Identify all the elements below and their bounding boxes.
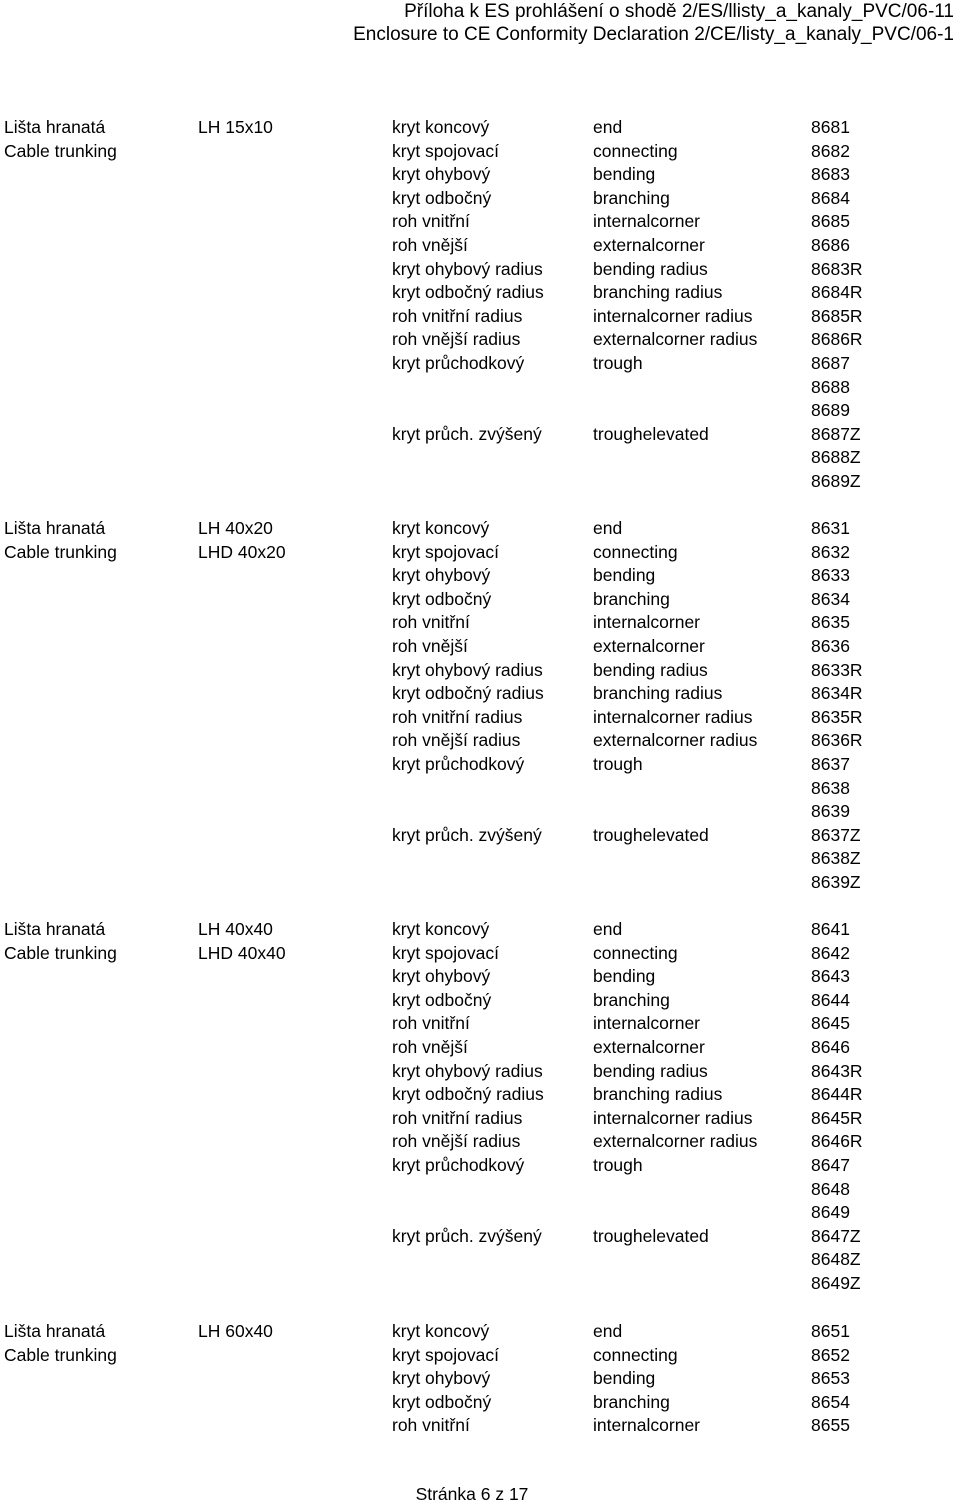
table-row <box>0 328 960 352</box>
part-number-cell: 8689 <box>811 400 850 421</box>
accessory-en-cell: connecting <box>593 140 678 161</box>
accessory-en-cell: bending radius <box>593 659 708 680</box>
accessory-cz-cell: kryt koncový <box>392 117 490 137</box>
accessory-cz-cell: kryt průchodkový <box>392 352 525 373</box>
accessory-en-cell: troughelevated <box>593 423 709 444</box>
table-row <box>0 1367 960 1391</box>
accessory-en-cell: branching <box>593 989 670 1010</box>
part-number-cell: 8683 <box>811 164 850 185</box>
part-number-cell: 8635 <box>811 612 850 633</box>
product-block <box>0 517 960 895</box>
table-row <box>0 965 960 989</box>
product-type-cell: LH 40x20 <box>198 518 273 538</box>
part-number-cell: 8643R <box>811 1060 863 1081</box>
table-row <box>0 1036 960 1060</box>
accessory-cz-cell: kryt odbočný radius <box>392 683 544 704</box>
accessory-en-cell: internalcorner radius <box>593 305 753 326</box>
part-number-cell: 8688Z <box>811 447 861 468</box>
part-number-cell: 8644R <box>811 1084 863 1105</box>
accessory-cz-cell: kryt ohybový <box>392 565 491 586</box>
accessory-cz-cell: roh vnější <box>392 1036 468 1057</box>
part-number-cell: 8652 <box>811 1344 850 1365</box>
accessory-en-cell: bending <box>593 1368 656 1389</box>
product-type-cell: LHD 40x20 <box>198 541 286 562</box>
product-name-cell: Cable trunking <box>4 541 117 562</box>
accessory-cz-cell: kryt ohybový radius <box>392 1060 543 1081</box>
product-name-cell: Cable trunking <box>4 140 117 161</box>
accessory-en-cell: branching <box>593 1391 670 1412</box>
part-number-cell: 8645R <box>811 1107 863 1128</box>
accessory-cz-cell: kryt ohybový <box>392 966 491 987</box>
accessory-cz-cell: kryt ohybový radius <box>392 659 543 680</box>
accessory-en-cell: internalcorner <box>593 1013 700 1034</box>
table-row <box>0 1154 960 1178</box>
table-row <box>0 376 960 400</box>
accessory-en-cell: connecting <box>593 942 678 963</box>
part-number-cell: 8636 <box>811 635 850 656</box>
accessory-cz-cell: roh vnitřní <box>392 211 470 232</box>
part-number-cell: 8647Z <box>811 1225 861 1246</box>
accessory-en-cell: branching <box>593 187 670 208</box>
product-block <box>0 1320 960 1438</box>
table-row <box>0 1248 960 1272</box>
part-number-cell: 8632 <box>811 541 850 562</box>
product-type-cell: LH 60x40 <box>198 1321 273 1341</box>
accessory-cz-cell: kryt průchodkový <box>392 753 525 774</box>
part-number-cell: 8651 <box>811 1321 850 1341</box>
part-number-cell: 8645 <box>811 1013 850 1034</box>
product-name-cell: Lišta hranatá <box>4 919 106 939</box>
accessory-cz-cell: roh vnitřní <box>392 612 470 633</box>
header-line-cz: Příloha k ES prohlášení o shodě 2/ES/llisty_a_kanaly_PVC/06-11 <box>404 1 954 22</box>
product-name-cell: Lišta hranatá <box>4 117 106 137</box>
accessory-cz-cell: kryt spojovací <box>392 140 499 161</box>
table-row <box>0 1130 960 1154</box>
accessory-cz-cell: roh vnější radius <box>392 1131 521 1152</box>
accessory-cz-cell: roh vnitřní <box>392 1415 470 1436</box>
table-row <box>0 1178 960 1202</box>
table-row <box>0 281 960 305</box>
part-number-cell: 8637 <box>811 753 850 774</box>
part-number-cell: 8649 <box>811 1202 850 1223</box>
accessory-cz-cell: roh vnější radius <box>392 730 521 751</box>
table-row <box>0 588 960 612</box>
part-number-cell: 8648 <box>811 1178 850 1199</box>
table-row <box>0 305 960 329</box>
accessory-en-cell: bending <box>593 966 656 987</box>
table-row <box>0 989 960 1013</box>
page-number: Stránka 6 z 17 <box>415 1484 529 1504</box>
accessory-en-cell: end <box>593 518 623 538</box>
table-row <box>0 564 960 588</box>
table-row <box>0 824 960 848</box>
accessory-cz-cell: kryt odbočný radius <box>392 282 544 303</box>
accessory-cz-cell: kryt odbočný <box>392 1391 492 1412</box>
part-number-cell: 8646 <box>811 1036 850 1057</box>
accessory-en-cell: externalcorner radius <box>593 1131 758 1152</box>
accessory-en-cell: branching radius <box>593 282 723 303</box>
table-row <box>0 1201 960 1225</box>
table-row <box>0 210 960 234</box>
part-number-cell: 8655 <box>811 1415 850 1436</box>
part-number-cell: 8684R <box>811 282 863 303</box>
accessory-en-cell: connecting <box>593 541 678 562</box>
part-number-cell: 8687Z <box>811 423 861 444</box>
document-header <box>353 0 954 46</box>
table-row <box>0 517 960 541</box>
product-name-cell: Cable trunking <box>4 1344 117 1365</box>
part-number-cell: 8647 <box>811 1154 850 1175</box>
accessory-en-cell: trough <box>593 753 643 774</box>
accessory-en-cell: trough <box>593 1154 643 1175</box>
table-row <box>0 942 960 966</box>
table-row <box>0 470 960 494</box>
part-number-cell: 8686 <box>811 234 850 255</box>
part-number-cell: 8633 <box>811 565 850 586</box>
table-row <box>0 847 960 871</box>
part-number-cell: 8681 <box>811 117 850 137</box>
accessory-cz-cell: kryt průch. zvýšený <box>392 1225 542 1246</box>
accessory-en-cell: end <box>593 1321 623 1341</box>
table-row <box>0 1320 960 1344</box>
part-number-cell: 8644 <box>811 989 850 1010</box>
accessory-cz-cell: kryt odbočný <box>392 989 492 1010</box>
table-row <box>0 258 960 282</box>
product-name-cell: Cable trunking <box>4 942 117 963</box>
accessory-cz-cell: kryt spojovací <box>392 942 499 963</box>
part-number-cell: 8684 <box>811 187 850 208</box>
accessory-en-cell: branching radius <box>593 1084 723 1105</box>
accessory-cz-cell: kryt odbočný <box>392 187 492 208</box>
part-number-cell: 8687 <box>811 352 850 373</box>
part-number-cell: 8636R <box>811 730 863 751</box>
part-number-cell: 8634R <box>811 683 863 704</box>
accessory-en-cell: externalcorner <box>593 635 705 656</box>
product-type-cell: LH 40x40 <box>198 919 273 939</box>
part-number-cell: 8648Z <box>811 1249 861 1270</box>
table-row <box>0 1060 960 1084</box>
accessory-cz-cell: kryt koncový <box>392 1321 490 1341</box>
part-number-cell: 8649Z <box>811 1272 861 1293</box>
part-number-cell: 8653 <box>811 1368 850 1389</box>
accessory-cz-cell: kryt koncový <box>392 518 490 538</box>
accessory-en-cell: externalcorner <box>593 234 705 255</box>
part-number-cell: 8638 <box>811 777 850 798</box>
table-row <box>0 777 960 801</box>
part-number-cell: 8654 <box>811 1391 850 1412</box>
table-row <box>0 611 960 635</box>
accessory-en-cell: bending radius <box>593 258 708 279</box>
accessory-en-cell: externalcorner radius <box>593 730 758 751</box>
accessory-en-cell: end <box>593 919 623 939</box>
part-number-cell: 8646R <box>811 1131 863 1152</box>
accessory-cz-cell: kryt ohybový radius <box>392 258 543 279</box>
accessory-cz-cell: kryt odbočný radius <box>392 1084 544 1105</box>
product-name-cell: Lišta hranatá <box>4 518 106 538</box>
accessory-cz-cell: kryt ohybový <box>392 1368 491 1389</box>
accessory-en-cell: branching radius <box>593 683 723 704</box>
table-row <box>0 1107 960 1131</box>
table-row <box>0 541 960 565</box>
table-row <box>0 682 960 706</box>
accessory-en-cell: troughelevated <box>593 824 709 845</box>
accessory-en-cell: internalcorner <box>593 612 700 633</box>
accessory-en-cell: bending radius <box>593 1060 708 1081</box>
table-row <box>0 446 960 470</box>
product-block <box>0 116 960 494</box>
accessory-en-cell: branching <box>593 588 670 609</box>
accessory-en-cell: internalcorner radius <box>593 1107 753 1128</box>
accessory-cz-cell: kryt průchodkový <box>392 1154 525 1175</box>
part-number-cell: 8686R <box>811 329 863 350</box>
product-name-cell: Lišta hranatá <box>4 1321 106 1341</box>
table-row <box>0 800 960 824</box>
table-row <box>0 706 960 730</box>
part-number-cell: 8634 <box>811 588 850 609</box>
accessory-cz-cell: kryt koncový <box>392 919 490 939</box>
table-row <box>0 635 960 659</box>
accessory-en-cell: troughelevated <box>593 1225 709 1246</box>
accessory-cz-cell: roh vnitřní radius <box>392 706 523 727</box>
accessory-cz-cell: kryt průch. zvýšený <box>392 423 542 444</box>
product-type-cell: LHD 40x40 <box>198 942 286 963</box>
accessory-cz-cell: kryt spojovací <box>392 541 499 562</box>
accessory-en-cell: externalcorner radius <box>593 329 758 350</box>
table-row <box>0 116 960 140</box>
part-number-cell: 8688 <box>811 376 850 397</box>
accessory-cz-cell: roh vnitřní radius <box>392 1107 523 1128</box>
accessory-cz-cell: roh vnější radius <box>392 329 521 350</box>
accessory-cz-cell: roh vnitřní radius <box>392 305 523 326</box>
table-row <box>0 1083 960 1107</box>
accessory-en-cell: trough <box>593 352 643 373</box>
accessory-en-cell: internalcorner <box>593 1415 700 1436</box>
part-number-cell: 8685R <box>811 305 863 326</box>
table-row <box>0 729 960 753</box>
accessory-cz-cell: roh vnější <box>392 635 468 656</box>
table-row <box>0 659 960 683</box>
accessory-en-cell: connecting <box>593 1344 678 1365</box>
part-number-cell: 8637Z <box>811 824 861 845</box>
accessory-en-cell: internalcorner radius <box>593 706 753 727</box>
product-block <box>0 918 960 1296</box>
table-row <box>0 918 960 942</box>
part-number-cell: 8685 <box>811 211 850 232</box>
accessory-en-cell: bending <box>593 164 656 185</box>
table-row <box>0 1391 960 1415</box>
table-row <box>0 1225 960 1249</box>
table-row <box>0 399 960 423</box>
accessory-cz-cell: kryt ohybový <box>392 164 491 185</box>
part-number-cell: 8638Z <box>811 848 861 869</box>
part-number-cell: 8642 <box>811 942 850 963</box>
part-number-cell: 8639Z <box>811 871 861 892</box>
accessory-cz-cell: kryt průch. zvýšený <box>392 824 542 845</box>
part-number-cell: 8643 <box>811 966 850 987</box>
accessory-en-cell: end <box>593 117 623 137</box>
accessory-cz-cell: roh vnitřní <box>392 1013 470 1034</box>
table-row <box>0 423 960 447</box>
part-number-cell: 8635R <box>811 706 863 727</box>
part-number-cell: 8683R <box>811 258 863 279</box>
accessory-en-cell: internalcorner <box>593 211 700 232</box>
table-row <box>0 140 960 164</box>
table-row <box>0 352 960 376</box>
part-number-cell: 8641 <box>811 919 850 939</box>
part-number-cell: 8639 <box>811 801 850 822</box>
accessory-en-cell: bending <box>593 565 656 586</box>
product-type-cell: LH 15x10 <box>198 117 273 137</box>
accessory-en-cell: externalcorner <box>593 1036 705 1057</box>
table-row <box>0 1012 960 1036</box>
table-row <box>0 234 960 258</box>
part-number-cell: 8682 <box>811 140 850 161</box>
table-row <box>0 871 960 895</box>
part-number-cell: 8631 <box>811 518 850 538</box>
accessory-cz-cell: roh vnější <box>392 234 468 255</box>
table-row <box>0 1272 960 1296</box>
part-number-cell: 8633R <box>811 659 863 680</box>
accessory-cz-cell: kryt odbočný <box>392 588 492 609</box>
table-row <box>0 1344 960 1368</box>
accessory-cz-cell: kryt spojovací <box>392 1344 499 1365</box>
part-number-cell: 8689Z <box>811 470 861 491</box>
table-row <box>0 1414 960 1438</box>
header-line-en: Enclosure to CE Conformity Declaration 2/CE/listy_a_kanaly_PVC/06-1 <box>353 24 954 45</box>
table-row <box>0 753 960 777</box>
table-row <box>0 163 960 187</box>
table-row <box>0 187 960 211</box>
